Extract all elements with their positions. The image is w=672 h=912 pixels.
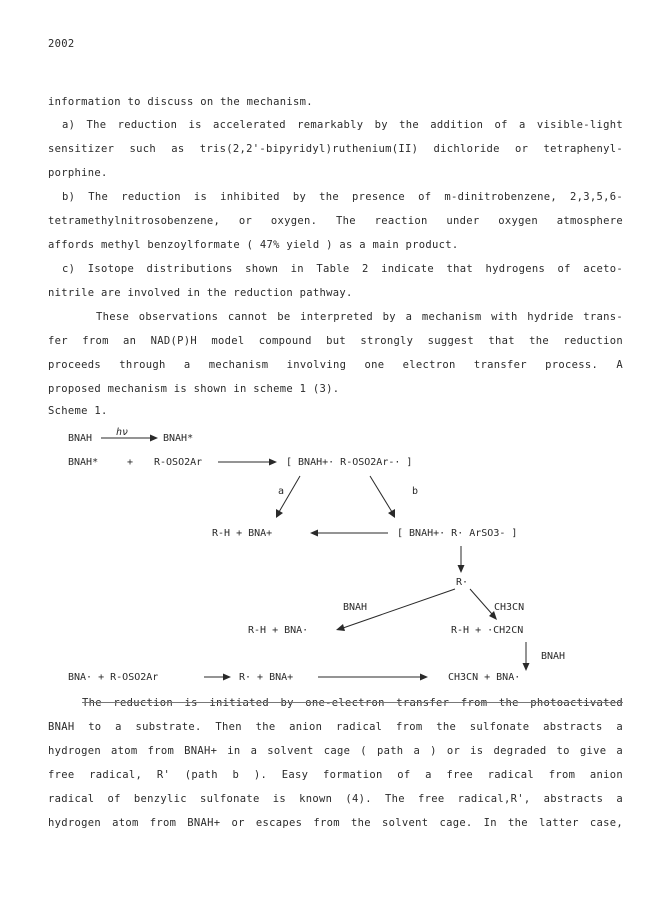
para1-line-1: These observations cannot be interpreted by a mechanism with hydride trans- [96,311,623,323]
arrowhead-r5-a [223,674,231,681]
arrow-to-ch2cn [470,589,492,614]
intro-line: information to discuss on the mechanism. [48,96,313,108]
para1-line-4: proposed mechanism is shown in scheme 1 (3). [48,383,340,395]
scheme-title: Scheme 1. [48,405,108,417]
para2-line-1: The reduction is initiated by one-electron transfer from the photoactivated [82,697,623,709]
arrowhead-to-bna [336,624,345,631]
bnah-label: BNAH [343,602,368,613]
item-b-line-3: affords methyl benzoylformate ( 47% yield ) as a main product. [48,239,459,251]
scheme-r3-left: R-H + BNA+ [212,528,273,539]
scheme-r1-left: BNAH [68,433,93,444]
arrowhead-r1 [150,435,158,442]
para2-line-5: radical of benzylic sulfonate is known (4). The free radical,R', abstracts a [48,793,623,805]
scheme-r4-left: R-H + BNA· [248,625,309,636]
scheme-r5-left: BNA· + R-OSO2Ar [68,672,159,683]
scheme-r4-right: R-H + ·CH2CN [451,625,524,636]
arrowhead-r3 [310,530,318,537]
para2-line-2: BNAH to a substrate. Then the anion radical from the sulfonate abstracts a [48,721,623,733]
scheme-radical: R· [456,577,469,588]
para1-line-2: fer from an NAD(P)H model compound but strongly suggest that the reduction [48,335,623,347]
arrowhead-down-1 [458,565,465,573]
para2-line-4: free radical, R' (path b ). Easy formation of a free radical from anion [48,769,623,781]
scheme-r3-right: [ BNAH+· R· ArSO3- ] [397,528,518,539]
scheme-r2-product: [ BNAH+· R-OSO2Ar-· ] [286,457,413,468]
item-a-line-2: sensitizer such as tris(2,2'-bipyridyl)ruthenium(II) dichloride or tetraphenyl- [48,143,623,155]
scheme-r1-right: BNAH* [163,433,194,444]
scheme-r5-right: CH3CN + BNA· [448,672,521,683]
scheme-r2-substrate: R-OSO2Ar [154,457,203,468]
scheme-r2-plus: + [127,457,134,468]
arrowhead-down-2 [523,663,530,671]
bnah-label-2: BNAH [541,651,566,662]
item-b-line-1: b) The reduction is inhibited by the presence of m-dinitrobenzene, 2,3,5,6- [62,191,623,203]
arrow-path-b [370,476,392,512]
item-c-line-2: nitrile are involved in the reduction pathway. [48,287,353,299]
path-b-label: b [412,486,419,497]
arrowhead-r5-b [420,674,428,681]
item-c-line-1: c) Isotope distributions shown in Table 2 indicate that hydrogens of aceto- [62,263,623,275]
scheme-r2-left: BNAH* [68,457,99,468]
para1-line-3: proceeds through a mechanism involving one electron transfer process. A [48,359,623,371]
page-number: 2002 [48,38,75,50]
item-a-line-3: porphine. [48,167,108,179]
ch3cn-label: CH3CN [494,602,525,613]
para2-line-6: hydrogen atom from BNAH+ or escapes from the solvent cage. In the latter case, [48,817,623,829]
item-a-line-1: a) The reduction is accelerated remarkably by the addition of a visible-light [62,119,623,131]
path-a-label: a [278,486,285,497]
para2-line-3: hydrogen atom from BNAH+ in a solvent cage ( path a ) or is degraded to give a [48,745,623,757]
item-b-line-2: tetramethylnitrosobenzene, or oxygen. The reaction under oxygen atmosphere [48,215,623,227]
arrowhead-r2 [269,459,277,466]
hv-label: hν [116,427,129,438]
scheme-r5-mid: R· + BNA+ [239,672,294,683]
